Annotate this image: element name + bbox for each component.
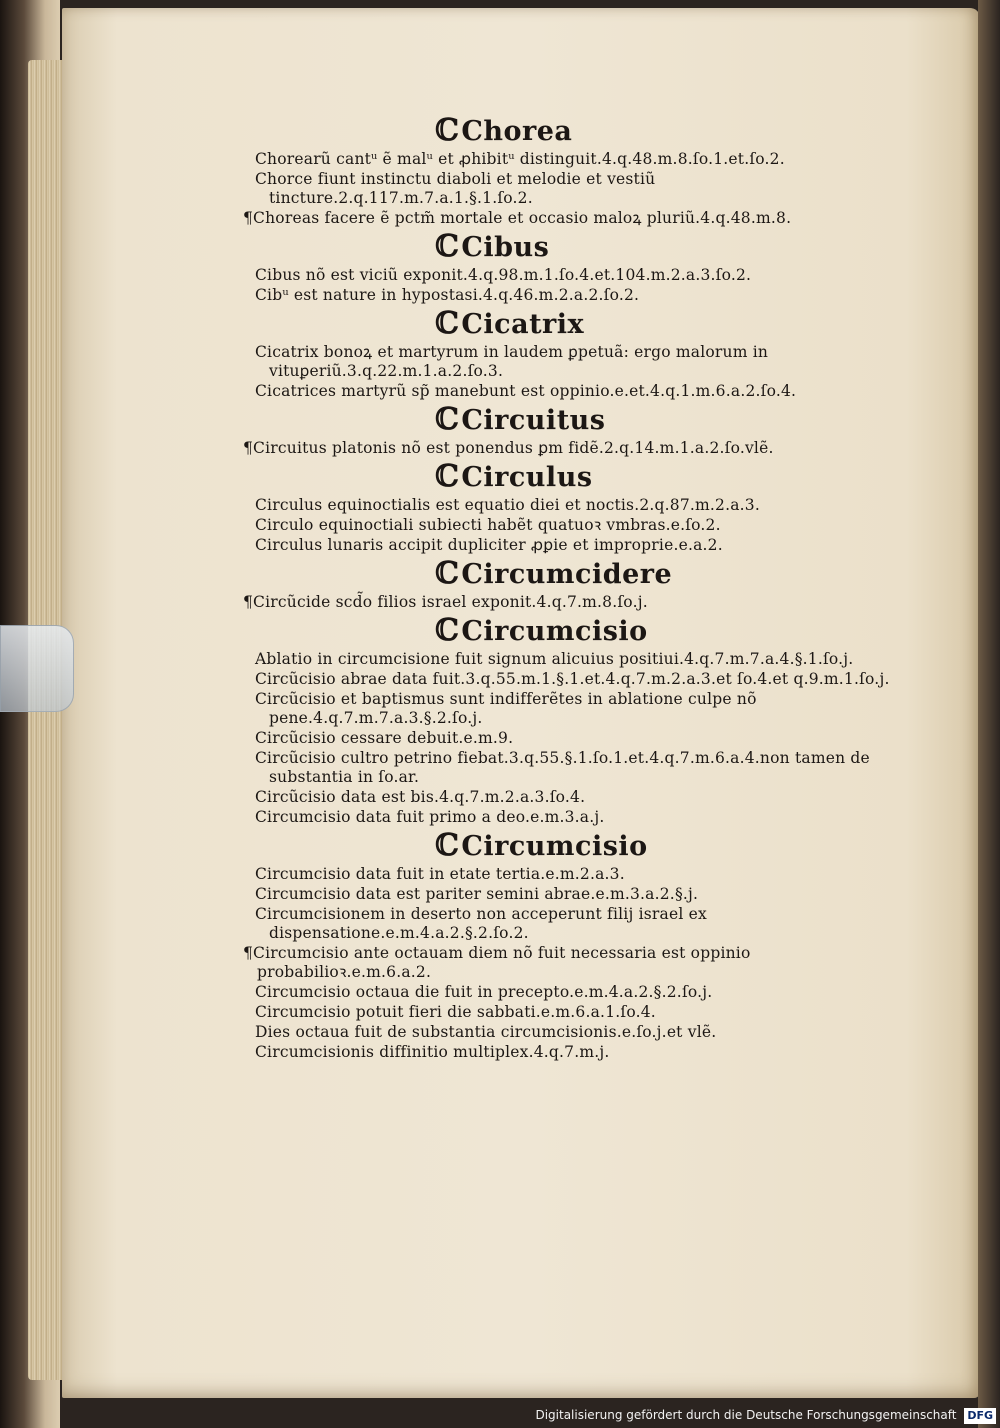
- section-heading: [435, 307, 900, 342]
- index-entry: Cibus nõ est viciũ exponit.4.q.98.m.1.ſo.4.et.104.m.2.a.3.ſo.2.: [255, 266, 752, 284]
- index-entry: Dies octaua fuit de substantia circumcisionis.e.ſo.j.et vlẽ.: [255, 1023, 717, 1041]
- index-entry: Circũcisio cessare debuit.e.m.9.: [255, 729, 514, 747]
- index-entry: Chorce fiunt instinctu diaboli et melodie et vestiũ tincture.2.q.117.m.7.a.1.§.1.ſo.2.: [255, 170, 656, 207]
- index-entry: Circumcisio data fuit in etate tertia.e.m.2.a.3.: [255, 865, 625, 883]
- index-entry: Cicatrices martyrũ sp̃ manebunt est oppinio.e.et.4.q.1.m.6.a.2.ſo.4.: [255, 382, 797, 400]
- index-entry: Circũcisio cultro petrino fiebat.3.q.55.§.1.ſo.1.et.4.q.7.m.6.a.4.non tamen de substantia in ſo.ar.: [255, 749, 870, 786]
- section-heading: [435, 114, 900, 149]
- index-entry: ¶Circũcide scd̃o filios israel exponit.4.q.7.m.8.ſo.j.: [243, 593, 648, 611]
- pilcrow-icon: ℂ: [435, 229, 460, 264]
- index-entry: Circumcisio octaua die fuit in precepto.e.m.4.a.2.§.2.ſo.j.: [255, 983, 713, 1001]
- index-text: [243, 112, 900, 1063]
- section-heading: [435, 460, 900, 495]
- credit-text: Digitalisierung gefördert durch die Deutsche Forschungsgemeinschaft: [535, 1408, 957, 1422]
- section-heading: [435, 557, 900, 592]
- digitization-credit: [535, 1404, 996, 1426]
- index-entry: Circulo equinoctiali subiecti habẽt quatuoꝛ vmbras.e.ſo.2.: [255, 516, 721, 534]
- pilcrow-icon: ℂ: [435, 113, 460, 148]
- index-entry: Circumcisio data fuit primo a deo.e.m.3.a.j.: [255, 808, 605, 826]
- index-entry: ¶Circuitus platonis nõ est ponendus ꝑm fidẽ.2.q.14.m.1.a.2.ſo.vlẽ.: [243, 439, 774, 457]
- index-entry: Circumcisionem in deserto non acceperunt filij israel ex dispensatione.e.m.4.a.2.§.2.ſo.2.: [255, 905, 707, 942]
- section-heading-text: Circumcisio: [461, 831, 648, 862]
- index-entry: Circulus equinoctialis est equatio diei et noctis.2.q.87.m.2.a.3.: [255, 496, 760, 514]
- dfg-logo: DFG: [964, 1408, 996, 1424]
- index-entry: ¶Circumcisio ante octauam diem nõ fuit necessaria est oppinio probabilioꝛ.e.m.6.a.2.: [243, 944, 751, 981]
- index-entry: Ablatio in circumcisione fuit signum alicuius positiui.4.q.7.m.7.a.4.§.1.ſo.j.: [255, 650, 854, 668]
- index-entry: Circumcisio data est pariter semini abrae.e.m.3.a.2.§.j.: [255, 885, 699, 903]
- index-entry: Circũcisio et baptismus sunt indifferẽtes in ablatione culpe nõ pene.4.q.7.m.7.a.3.§.2.ſo.j.: [255, 690, 757, 727]
- section-heading: [435, 230, 900, 265]
- pilcrow-icon: ℂ: [435, 828, 460, 863]
- pilcrow-icon: ℂ: [435, 306, 460, 341]
- section-heading-text: Chorea: [461, 116, 573, 147]
- section-heading: [435, 614, 900, 649]
- page-shadow-right: [978, 0, 1000, 1428]
- section-heading-text: Cibus: [461, 232, 550, 263]
- index-entry: Circumcisio potuit fieri die sabbati.e.m.6.a.1.ſo.4.: [255, 1003, 656, 1021]
- pilcrow-icon: ℂ: [435, 402, 460, 437]
- pilcrow-icon: ℂ: [435, 459, 460, 494]
- section-heading-text: Circumcidere: [461, 559, 673, 590]
- section-heading: [435, 403, 900, 438]
- index-entry: Circũcisio data est bis.4.q.7.m.2.a.3.ſo.4.: [255, 788, 586, 806]
- section-heading-text: Circumcisio: [461, 616, 648, 647]
- section-heading-text: Cicatrix: [461, 309, 585, 340]
- index-entry: ¶Choreas facere ẽ pctm̃ mortale et occasio maloꝝ pluriũ.4.q.48.m.8.: [243, 209, 792, 227]
- index-entry: Cibᵘ est nature in hypostasi.4.q.46.m.2.a.2.ſo.2.: [255, 286, 640, 304]
- index-entry: Circulus lunaris accipit dupliciter ꝓꝑie et improprie.e.a.2.: [255, 536, 723, 554]
- index-entry: Cicatrix bonoꝝ et martyrum in laudem ꝑpetuã: ergo malorum in vituꝑeriũ.3.q.22.m.1.a.2.ſo.3.: [255, 343, 769, 380]
- section-heading: [435, 829, 900, 864]
- pilcrow-icon: ℂ: [435, 556, 460, 591]
- index-entry: Chorearũ cantᵘ ẽ malᵘ et ꝓhibitᵘ distinguit.4.q.48.m.8.ſo.1.et.ſo.2.: [255, 150, 785, 168]
- bookmark-tab: [0, 625, 74, 712]
- section-heading-text: Circuitus: [461, 405, 606, 436]
- pilcrow-icon: ℂ: [435, 613, 460, 648]
- index-entry: Circũcisio abrae data fuit.3.q.55.m.1.§.1.et.4.q.7.m.2.a.3.et ſo.4.et q.9.m.1.ſo.j.: [255, 670, 890, 688]
- section-heading-text: Circulus: [461, 462, 593, 493]
- index-entry: Circumcisionis diffinitio multiplex.4.q.7.m.j.: [255, 1043, 610, 1061]
